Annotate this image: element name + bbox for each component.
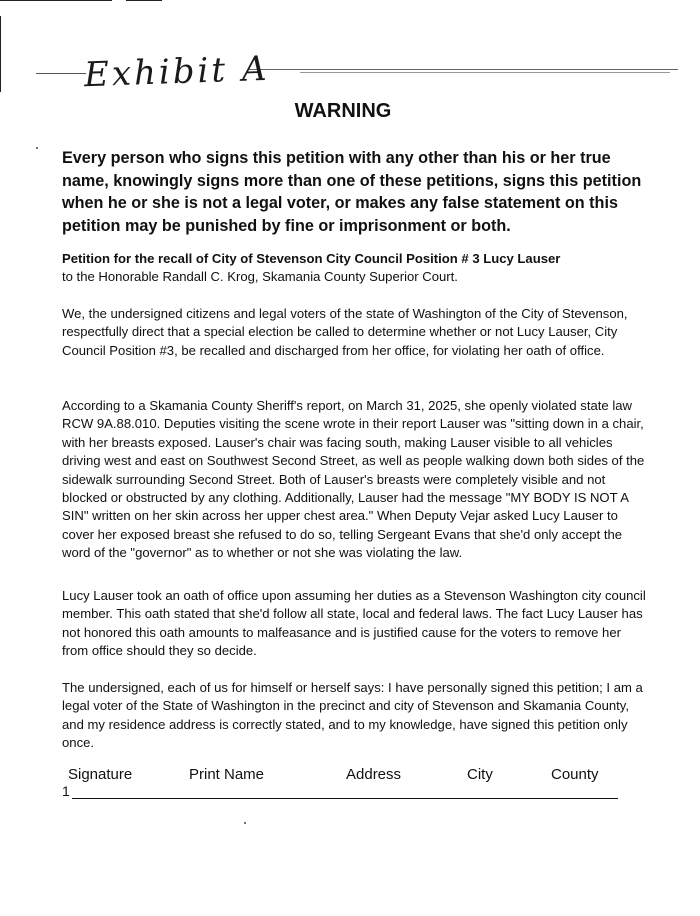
scan-line-header-left [36, 73, 86, 74]
petition-title: Petition for the recall of City of Stevenson City Council Position # 3 Lucy Lauser [62, 251, 561, 266]
petition-paragraph-3: Lucy Lauser took an oath of office upon assuming her duties as a Stevenson Washington city council member. This oath stated that she'd follow all state, local and federal laws. The fact Lucy Lauser has not honored this oath amounts to malfeasance and is justified cause for the voters to remove her from office should they so decide. [62, 588, 646, 659]
column-header-county: County [551, 766, 599, 783]
petition-paragraph-1: We, the undersigned citizens and legal voters of the state of Washington of the City of Stevenson, respectfully direct that a special election be called to determine whether or not Lucy Lauser, City Council Position #3, be recalled and discharged from her office, for violating her oath of office. [62, 306, 628, 358]
scan-speck [36, 147, 38, 149]
scan-line-header-right [248, 69, 678, 70]
column-header-signature: Signature [68, 766, 133, 783]
signature-row-number: 1 [62, 783, 70, 799]
petition-paragraph-2: According to a Skamania County Sheriff's report, on March 31, 2025, she openly violated state law RCW 9A.88.010. Deputies visiting the scene wrote in their report Lauser was "sitting down in a chair, with her breasts exposed. Lauser's chair was facing south, making Lauser visible to all vehicles driving west and east on Southwest Second Street, as well as people walking down both sides of the sidewalk surrounding Second Street. Both of Lauser's breasts were completely visible and not blocked or obstructed by any clothing. Additionally, Lauser had the message "MY BODY IS NOT A SIN" written on her skin across her upper chest area." When Deputy Vejar asked Lucy Lauser to cover her exposed breast she refused to do so, telling Sergeant Evans that she'd only accept the word of the "governor" as to whether or not she was violating the law. [62, 398, 645, 561]
column-header-print-name: Print Name [189, 766, 265, 783]
petition-addressee: to the Honorable Randall C. Krog, Skamania County Superior Court. [62, 269, 458, 285]
column-header-city: City [467, 766, 493, 783]
warning-text: Every person who signs this petition with any other than his or her true name, knowingly signs more than one of these petitions, signs this petition when he or she is not a legal voter, or makes any false statement on this petition may be punished by fine or imprisonment or both. [62, 149, 642, 235]
column-header-address: Address [346, 766, 402, 783]
scan-line-left-edge [0, 16, 1, 92]
signature-line[interactable] [72, 798, 618, 799]
scan-line-top-left [0, 0, 112, 1]
petition-intro [62, 250, 647, 287]
scan-speck [244, 822, 246, 824]
petition-paragraph-4: The undersigned, each of us for himself or herself says: I have personally signed this petition; I am a legal voter of the State of Washington in the precinct and city of Stevenson and Skamania County, and my residence address is correctly stated, and to my knowledge, have signed this petition only once. [62, 680, 643, 751]
exhibit-label: Exhibit A [83, 48, 271, 96]
scan-line-top-right [126, 0, 162, 1]
scan-line-header-right-2 [300, 72, 670, 73]
warning-heading: WARNING [294, 100, 392, 122]
